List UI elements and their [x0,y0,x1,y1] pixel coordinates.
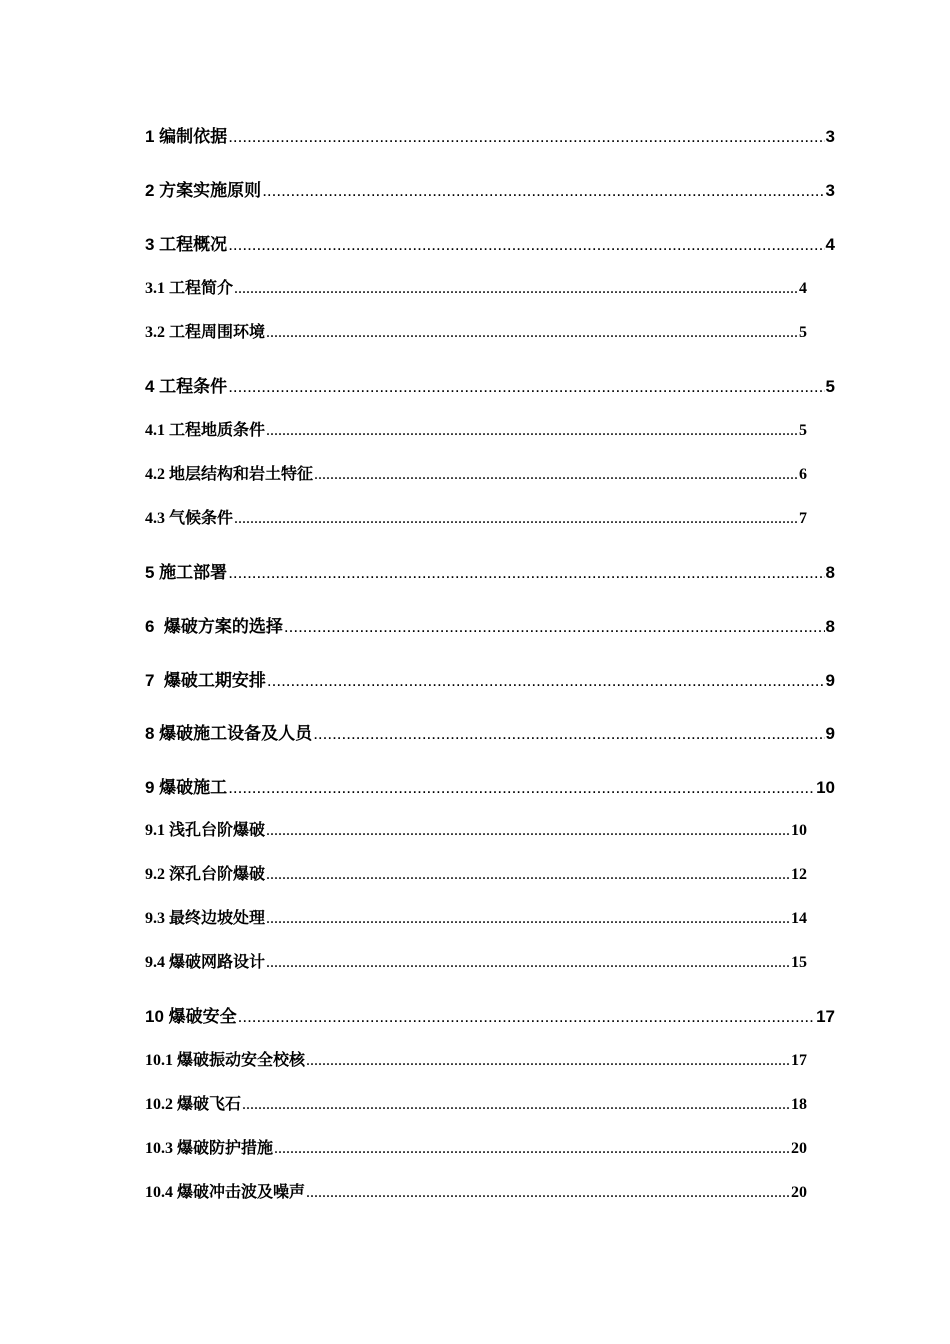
toc-page-number: 4 [799,280,807,297]
toc-entry-title: 3.1 工程简介 [145,280,234,297]
toc-entry-title: 4.3 气候条件 [145,510,234,527]
toc-entry-title: 10.1 爆破振动安全校核 [145,1052,306,1069]
toc-entry-title: 10 爆破安全 [145,1007,237,1026]
toc-entry-title: 4 工程条件 [145,377,228,396]
toc-entry-title: 7 爆破工期安排 [145,671,266,690]
toc-entry-9-1[interactable] [145,820,807,842]
toc-entry-3[interactable] [145,233,835,257]
toc-entry-title: 3 工程概况 [145,235,228,254]
toc-entry-title: 4.1 工程地质条件 [145,422,266,439]
toc-page-number: 12 [791,866,807,883]
toc-dot-leader [228,375,824,399]
toc-page-number: 4 [825,235,835,254]
toc-page-number: 9 [825,724,835,743]
toc-page-number: 8 [825,617,835,636]
toc-entry-4-2[interactable] [145,464,807,486]
toc-dot-leader [314,464,798,486]
toc-dot-leader [228,776,815,800]
toc-entry-3-2[interactable] [145,322,807,344]
toc-entry-9-2[interactable] [145,864,807,886]
toc-page-number: 5 [825,377,835,396]
toc-dot-leader [313,722,824,746]
toc-page-number: 5 [799,422,807,439]
toc-entry-4[interactable] [145,375,835,399]
toc-entry-10-3[interactable] [145,1138,807,1160]
toc-dot-leader [284,615,825,639]
toc-page-number: 18 [791,1096,807,1113]
toc-page-number: 10 [791,822,807,839]
toc-page-number: 6 [799,466,807,483]
toc-page-number: 10 [816,778,835,797]
toc-dot-leader [242,1094,790,1116]
toc-entry-title: 9.1 浅孔台阶爆破 [145,822,266,839]
toc-page-number: 17 [816,1007,835,1026]
toc-entry-7[interactable] [145,669,835,693]
toc-entry-9[interactable] [145,776,835,800]
toc-entry-title: 5 施工部署 [145,563,228,582]
toc-entry-10-4[interactable] [145,1182,807,1204]
toc-entry-5[interactable] [145,561,835,585]
toc-dot-leader [274,1138,790,1160]
toc-entry-title: 6 爆破方案的选择 [145,617,283,636]
toc-page-number: 20 [791,1140,807,1157]
toc-entry-title: 9.3 最终边坡处理 [145,910,266,927]
toc-dot-leader [266,820,790,842]
toc-entry-title: 3.2 工程周围环境 [145,324,266,341]
toc-dot-leader [266,864,790,886]
toc-dot-leader [228,561,824,585]
toc-dot-leader [306,1050,790,1072]
toc-page-number: 17 [791,1052,807,1069]
toc-dot-leader [234,508,798,530]
toc-entry-title: 10.4 爆破冲击波及噪声 [145,1184,306,1201]
toc-page-number: 5 [799,324,807,341]
toc-page-number: 3 [825,127,835,146]
toc-dot-leader [266,908,790,930]
toc-dot-leader [228,125,824,149]
toc-entry-2[interactable] [145,179,835,203]
toc-dot-leader [262,179,824,203]
toc-dot-leader [266,952,790,974]
toc-entry-4-3[interactable] [145,508,807,530]
toc-entry-4-1[interactable] [145,420,807,442]
toc-entry-title: 2 方案实施原则 [145,181,262,200]
toc-entry-title: 8 爆破施工设备及人员 [145,724,313,743]
toc-dot-leader [306,1182,790,1204]
toc-page-number: 8 [825,563,835,582]
toc-entry-title: 4.2 地层结构和岩土特征 [145,466,314,483]
toc-entry-3-1[interactable] [145,278,807,300]
toc-entry-10-2[interactable] [145,1094,807,1116]
toc-entry-9-3[interactable] [145,908,807,930]
toc-entry-title: 9 爆破施工 [145,778,228,797]
toc-entry-1[interactable] [145,125,835,149]
toc-page-number: 3 [825,181,835,200]
toc-entry-10[interactable] [145,1005,835,1029]
toc-entry-title: 9.2 深孔台阶爆破 [145,866,266,883]
toc-dot-leader [228,233,824,257]
toc-dot-leader [266,420,798,442]
toc-entry-6[interactable] [145,615,835,639]
toc-entry-10-1[interactable] [145,1050,807,1072]
toc-dot-leader [267,669,825,693]
toc-entry-title: 10.2 爆破飞石 [145,1096,242,1113]
toc-page-number: 20 [791,1184,807,1201]
toc-page-number: 15 [791,954,807,971]
toc-dot-leader [238,1005,815,1029]
toc-page-number: 14 [791,910,807,927]
toc-entry-9-4[interactable] [145,952,807,974]
toc-entry-8[interactable] [145,722,835,746]
toc-dot-leader [266,322,798,344]
toc-entry-title: 1 编制依据 [145,127,228,146]
toc-entry-title: 9.4 爆破网路设计 [145,954,266,971]
toc-page-number: 7 [799,510,807,527]
toc-dot-leader [234,278,798,300]
toc-page-number: 9 [825,671,835,690]
toc-entry-title: 10.3 爆破防护措施 [145,1140,274,1157]
